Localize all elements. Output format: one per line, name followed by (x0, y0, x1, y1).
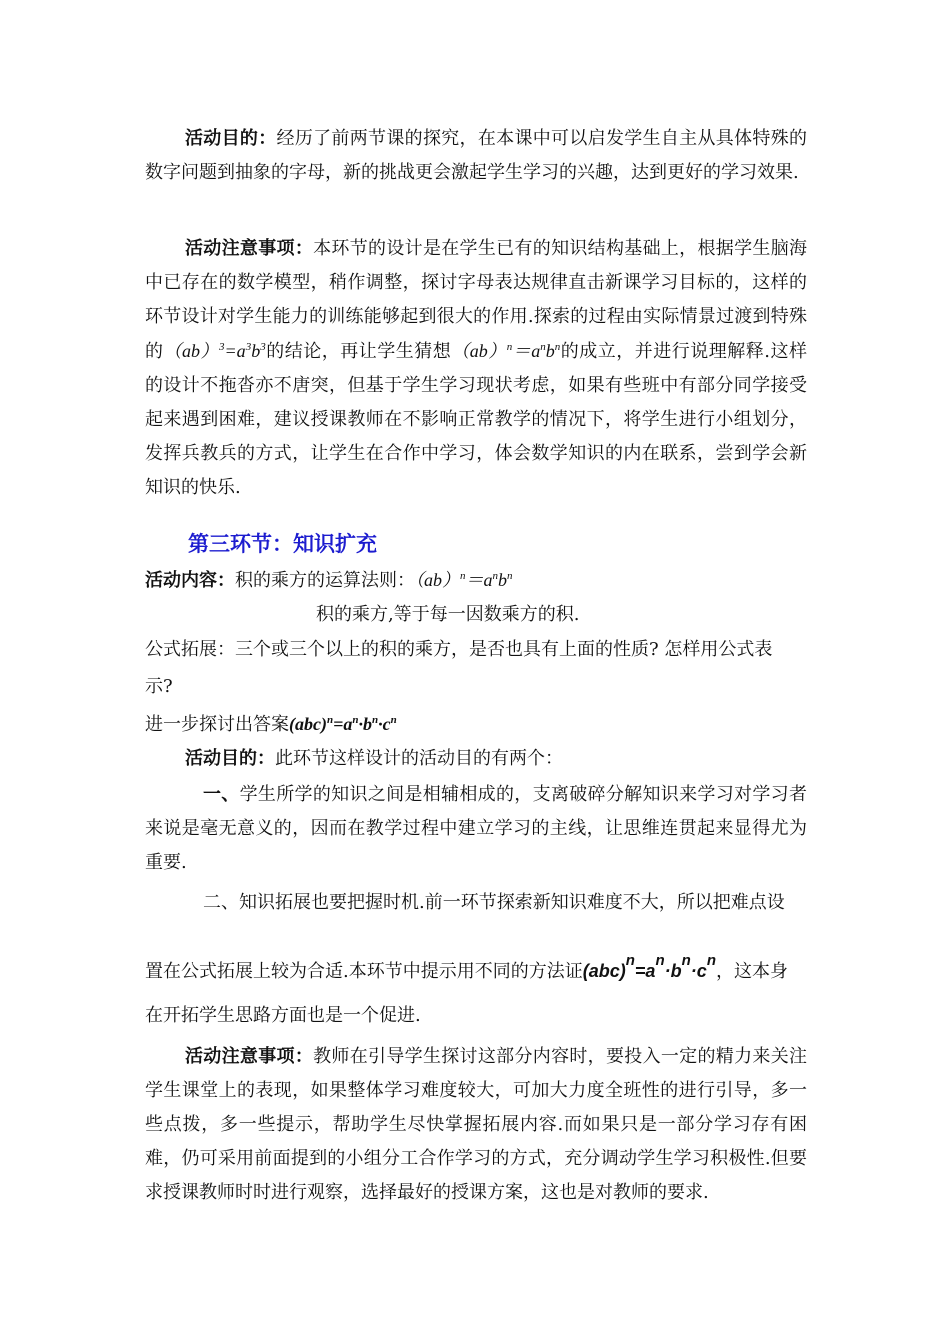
notes-paragraph-2 (145, 1040, 807, 1210)
point-two-end: ，这本身 (715, 961, 788, 982)
notes-text-c: 的成立，并进行说理解释.这样的设计不拖沓亦不唐突，但基于学生学习现状考虑，如果有些班中有部分同学接受起来遇到困难，建议授课教师在不影响正常教学的情况下，将学生进行小组划分，发挥兵教兵的方式，让学生在合作中学习，体会数学知识的内在联系，尝到学会新知识的快乐. (145, 341, 808, 498)
point-one-paragraph (145, 778, 807, 880)
content-line (145, 565, 513, 596)
notes-paragraph-1 (145, 232, 807, 505)
purpose-text-2: 此环节这样设计的活动目的有两个： (275, 748, 563, 769)
content-text: 积的乘方的运算法则： (235, 570, 415, 591)
formula-ab-n: $(ab)^n=a^nb^n$ (451, 341, 561, 361)
answer-formula: $(abc)^n=a^n\cdot b^n\cdot c^n$ (289, 714, 397, 734)
extend-line-2: 示? (145, 676, 173, 697)
purpose-paragraph-1 (145, 122, 807, 190)
purpose-label-2: 活动目的： (185, 748, 275, 769)
point-two-line: 二、知识拓展也要把握时机.前一环节探索新知识难度不大，所以把难点设 (203, 892, 785, 913)
point-one-text: 学生所学的知识之间是相辅相成的，支离破碎分解知识来学习对学习者来说是毫无意义的，因而在教学过程中建立学习的主线，让思维连贯起来显得尤为重要. (145, 784, 807, 873)
extend-line-1: 公式拓展：三个或三个以上的积的乘方，是否也具有上面的性质? 怎样用公式表 (145, 639, 773, 660)
rule-formula: $(ab)^n=a^nb^n$ (415, 570, 513, 590)
notes-label: 活动注意事项： (185, 238, 314, 259)
formula-ab-cubed: $(ab)^3=a^3b^3$ (163, 341, 266, 361)
purpose-line-2 (185, 744, 563, 774)
notes-text-2: 教师在引导学生探讨这部分内容时，要投入一定的精力来关注学生课堂上的表现，如果整体学习难度较大，可加大力度全班性的进行引导，多一些点拨，多一些提示，帮助学生尽快掌握拓展内容.而如果只是一部分学习存有困难，仍可采用前面提到的小组分工合作学习的方式，充分调动学生学习积极性.但要求授课教师时时进行观察，选择最好的授课方案，这也是对教师的要求. (145, 1046, 808, 1203)
point-two-formula-line (145, 952, 788, 987)
notes-text-a: 本环节的设计是在学生已有的知识结构基础上，根据学生脑海中已存在的数学模型，稍作调整，探讨字母表达规律直击新课学习目标的，这样的环节设计对学生能力的训练能够起到很大的作用.探索的过程由实际情景过渡到特殊的 (145, 238, 808, 362)
point-two-cont: 置在公式拓展上较为合适.本环节中提示用不同的方法证 (145, 961, 583, 982)
rule-description: 积的乘方,等于每一因数乘方的积. (316, 604, 580, 625)
notes-label-2: 活动注意事项： (185, 1046, 314, 1067)
answer-line (145, 709, 397, 740)
section-heading: 第三环节：知识扩充 (188, 532, 377, 556)
content-label: 活动内容： (145, 570, 235, 591)
point-one-label: 一、 (203, 784, 240, 805)
purpose-label: 活动目的： (185, 128, 277, 149)
purpose-text: 经历了前两节课的探究，在本课中可以启发学生自主从具体特殊的数字问题到抽象的字母，新的挑战更会激起学生学习的兴趣，达到更好的学习效果. (145, 128, 807, 183)
answer-text: 进一步探讨出答案 (145, 714, 289, 735)
point-two-last: 在开拓学生思路方面也是一个促进. (145, 1005, 421, 1026)
point-two-formula: $(abc)^n=a^n\cdot b^n\cdot c^n$ (582, 952, 716, 981)
notes-text-b: 的结论，再让学生猜想 (265, 341, 452, 362)
